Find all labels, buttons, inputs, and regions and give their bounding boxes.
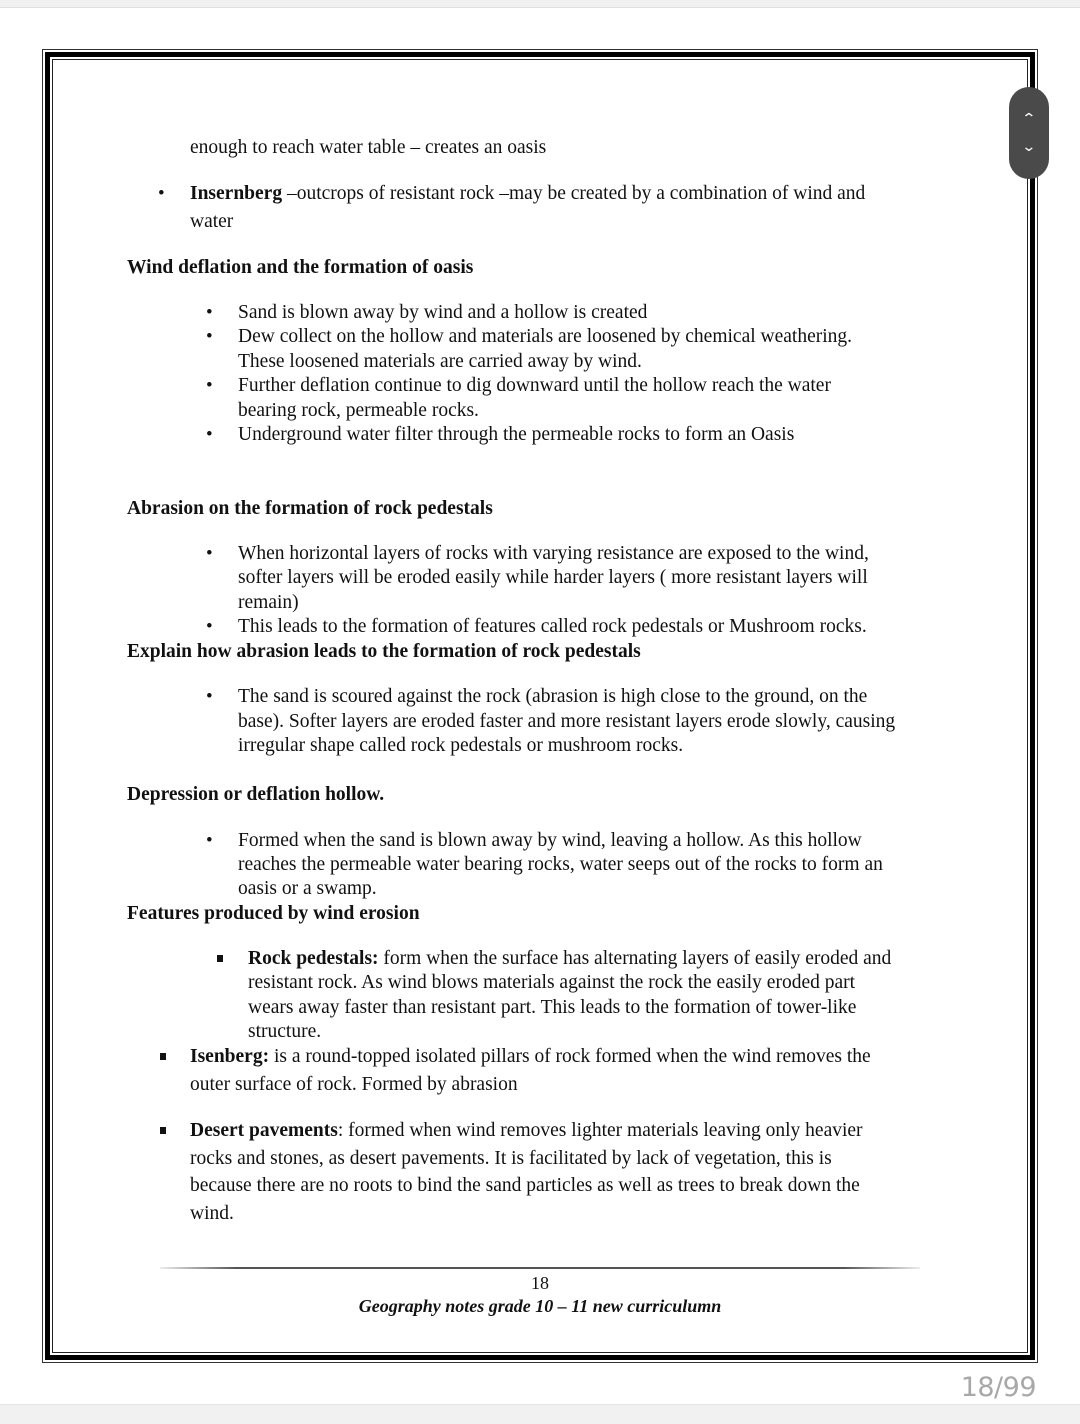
depression-line: Formed when the sand is blown away by wind, leaving a hollow. As this hollow [238,830,862,851]
explain-line: The sand is scoured against the rock (abrasion is high close to the ground, on the [238,686,868,707]
rock-pedestals-text: form when the surface has alternating layers of easily eroded and [378,948,892,969]
viewer-top-bar [0,0,1080,8]
desert-pavements-line-1 [190,1119,863,1144]
rock-pedestals-line-1 [248,947,891,972]
abrasion-line: This leads to the formation of features called rock pedestals or Mushroom rocks. [238,616,867,637]
desert-pavements-text: : formed when wind removes lighter materials leaving only heavier [337,1120,863,1141]
oasis-line: Sand is blown away by wind and a hollow is created [238,302,648,323]
abrasion-line: When horizontal layers of rocks with varying resistance are exposed to the wind, [238,543,869,564]
isenberg-term: Isenberg: [190,1046,270,1067]
insernberg-term: Insernberg [190,183,283,204]
explain-line: base). Softer layers are eroded faster and more resistant layers erode slowly, causing [238,711,896,732]
oasis-line: Underground water filter through the permeable rocks to form an Oasis [238,424,795,445]
oasis-line: Dew collect on the hollow and materials are loosened by chemical weathering. [238,326,853,347]
footer-divider [160,1267,920,1269]
heading-depression: Depression or deflation hollow. [127,784,385,805]
desert-pavements-line: rocks and stones, as desert pavements. It is facilitated by lack of vegetation, this is [190,1148,832,1169]
oasis-line: Further deflation continue to dig downward until the hollow reach the water [238,375,831,396]
insernberg-line-1 [190,182,865,207]
oasis-line: bearing rock, permeable rocks. [238,400,479,421]
depression-line: reaches the permeable water bearing rocks, water seeps out of the rocks to form an [238,854,883,875]
square-bullet [160,1053,166,1060]
heading-abrasion: Abrasion on the formation of rock pedestals [127,498,493,519]
page-indicator: 18/99 [960,1372,1036,1403]
heading-explain-abrasion: Explain how abrasion leads to the formation of rock pedestals [127,641,641,662]
chevron-up-icon[interactable]: ⌃ [1021,111,1037,127]
heading-features: Features produced by wind erosion [127,903,420,924]
page-nav-control[interactable] [1009,87,1049,179]
insernberg-line-2: water [190,211,234,232]
footer-title: Geography notes grade 10 – 11 new curriculumn [358,1296,722,1316]
bullet-dot: • [206,302,213,323]
bullet-dot: • [206,686,213,707]
desert-pavements-line: because there are no roots to bind the sand particles as well as trees to break down the [190,1175,860,1196]
bullet-dot: • [158,183,165,204]
desert-pavements-line: wind. [190,1203,234,1224]
square-bullet [217,955,223,962]
depression-line: oasis or a swamp. [238,878,377,899]
bullet-dot: • [206,424,213,445]
desert-pavements-term: Desert pavements [190,1120,338,1141]
abrasion-line: remain) [238,592,299,613]
abrasion-line: softer layers will be eroded easily while harder layers ( more resistant layers will [238,567,868,588]
square-bullet [160,1127,166,1134]
bullet-dot: • [206,326,213,347]
rock-pedestals-term: Rock pedestals: [248,948,379,969]
chevron-down-icon[interactable]: ⌄ [1021,139,1037,155]
heading-wind-deflation: Wind deflation and the formation of oasis [127,257,474,278]
isenberg-line-1 [190,1045,871,1070]
insernberg-text: –outcrops of resistant rock –may be created by a combination of wind and [282,183,866,204]
rock-pedestals-line: resistant rock. As wind blows materials against the rock the easily eroded part [248,972,856,993]
page-number: 18 [531,1273,549,1293]
continuation-text: enough to reach water table – creates an oasis [190,137,547,158]
viewer-bottom-bar [0,1404,1080,1424]
rock-pedestals-line: wears away faster than resistant part. This leads to the formation of tower-like [248,997,857,1018]
bullet-dot: • [206,830,213,851]
bullet-dot: • [206,616,213,637]
oasis-line: These loosened materials are carried away by wind. [238,351,642,372]
isenberg-text: is a round-topped isolated pillars of rock formed when the wind removes the [269,1046,871,1067]
isenberg-line-2: outer surface of rock. Formed by abrasion [190,1074,518,1095]
bullet-dot: • [206,543,213,564]
explain-line: irregular shape called rock pedestals or mushroom rocks. [238,735,684,756]
rock-pedestals-line: structure. [248,1021,322,1042]
bullet-dot: • [206,375,213,396]
